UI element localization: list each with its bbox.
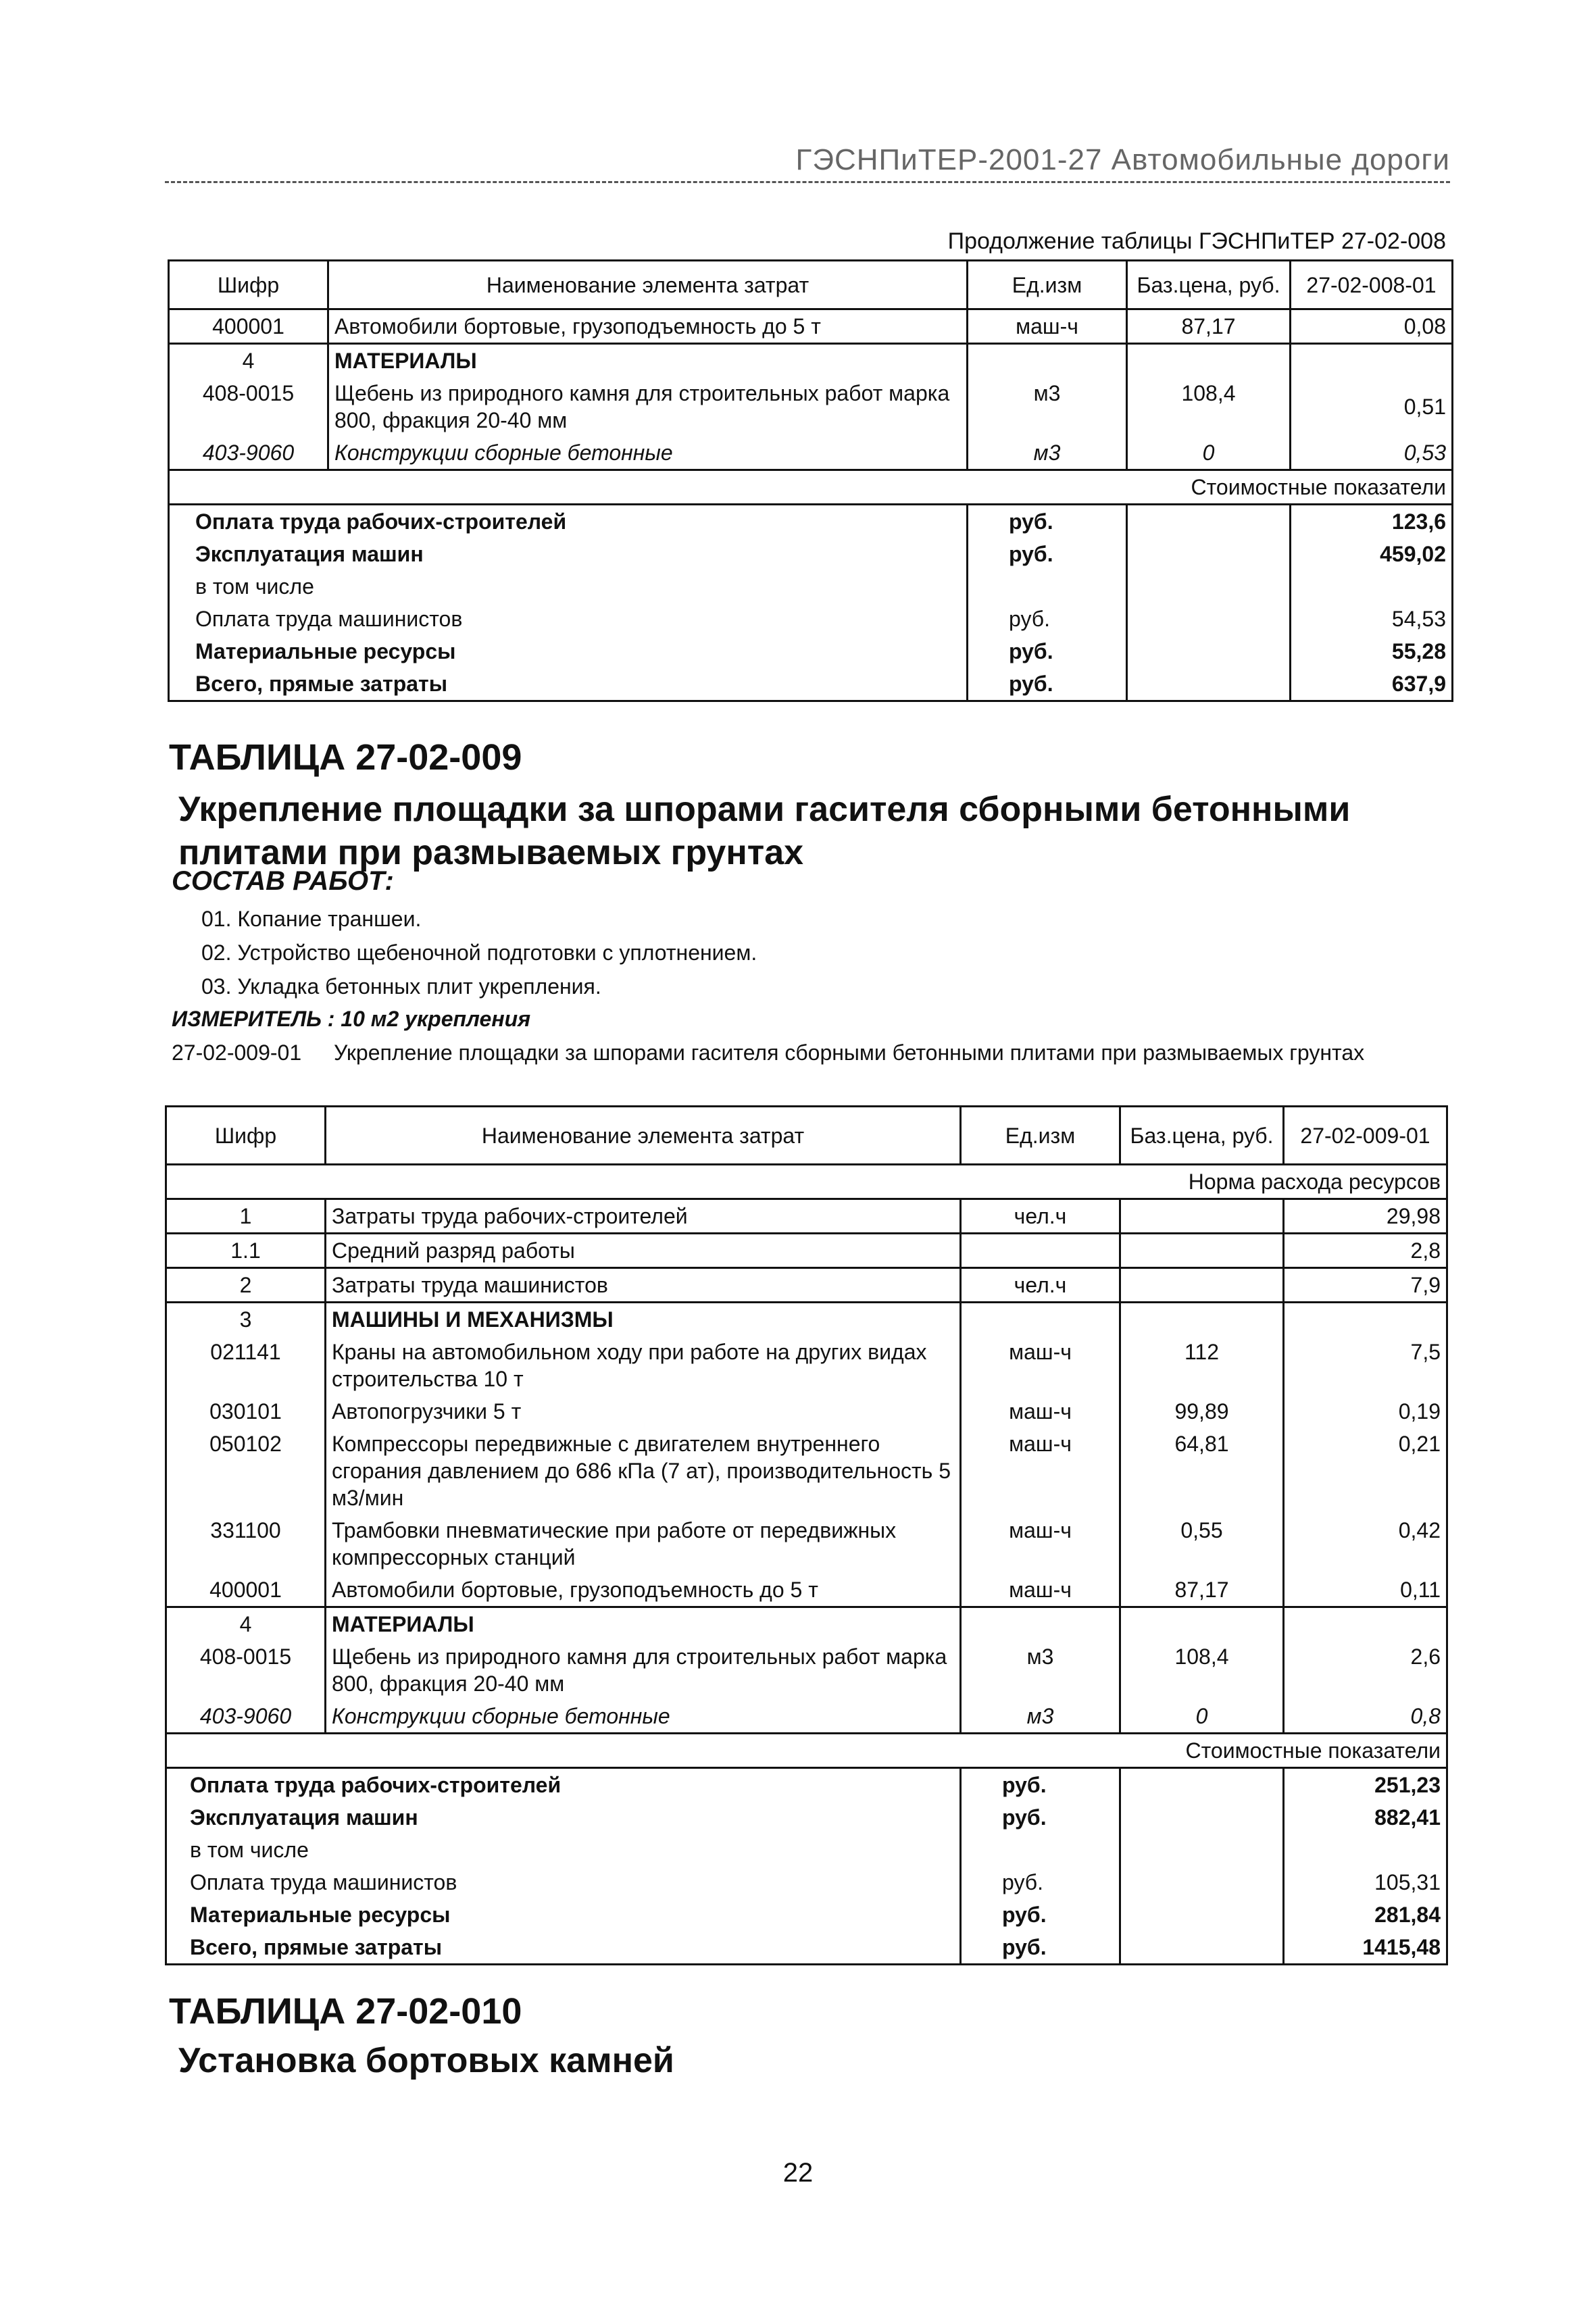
col-header-name: Наименование элемента затрат xyxy=(328,261,968,309)
continue-caption: Продолжение таблицы ГЭСНПиТЕР 27-02-008 xyxy=(947,228,1446,254)
summary-row: в том числе xyxy=(166,1834,1447,1866)
col-header-code: Шифр xyxy=(169,261,328,309)
table-title-27-02-010: ТАБЛИЦА 27-02-010 xyxy=(169,1991,522,2032)
col-header-price: Баз.цена, руб. xyxy=(1127,261,1291,309)
summary-row: Эксплуатация машин руб. 459,02 xyxy=(169,538,1453,570)
table-row: 030101 Автопогрузчики 5 т маш-ч 99,89 0,19 xyxy=(166,1395,1447,1428)
table-row: 408-0015 Щебень из природного камня для строительных работ марка 800, фракция 20-40 мм м3 108,4 2,6 xyxy=(166,1640,1447,1700)
table-row: 403-9060 Конструкции сборные бетонные м3 0 0,8 xyxy=(166,1700,1447,1734)
col-header-name: Наименование элемента затрат xyxy=(326,1107,961,1165)
running-header: ГЭСНПиТЕР-2001-27 Автомобильные дороги xyxy=(795,143,1450,176)
table-row: 1.1 Средний разряд работы 2,8 xyxy=(166,1234,1447,1268)
norm-code: 27-02-009-01 xyxy=(172,1040,302,1065)
table-row: 400001 Автомобили бортовые, грузоподъемность до 5 т маш-ч 87,17 0,11 xyxy=(166,1574,1447,1607)
table-row: 4 МАТЕРИАЛЫ xyxy=(166,1607,1447,1641)
section-row-cost: Стоимостные показатели xyxy=(166,1734,1447,1768)
table-row: 4 МАТЕРИАЛЫ xyxy=(169,344,1453,378)
col-header-price: Баз.цена, руб. xyxy=(1120,1107,1284,1165)
table-header-row xyxy=(169,261,1453,309)
summary-row: Оплата труда машинистов руб. 105,31 xyxy=(166,1866,1447,1898)
table-row: 331100 Трамбовки пневматические при работе от передвижных компрессорных станций маш-ч 0,55 0,42 xyxy=(166,1514,1447,1574)
summary-row: Оплата труда рабочих-строителей руб. 251,23 xyxy=(166,1768,1447,1802)
col-header-unit: Ед.изм xyxy=(968,261,1127,309)
norm-description: Укрепление площадки за шпорами гасителя сборными бетонными плитами при размываемых грунтах xyxy=(334,1040,1365,1065)
col-header-value: 27-02-008-01 xyxy=(1291,261,1453,309)
col-header-value: 27-02-009-01 xyxy=(1284,1107,1447,1165)
summary-row: Всего, прямые затраты руб. 637,9 xyxy=(169,668,1453,701)
measure-unit: ИЗМЕРИТЕЛЬ : 10 м2 укрепления xyxy=(172,1007,531,1031)
summary-row: в том числе xyxy=(169,570,1453,603)
table-row: 400001 Автомобили бортовые, грузоподъемность до 5 т маш-ч 87,17 0,08 xyxy=(169,309,1453,344)
table-27-02-009 xyxy=(165,1105,1448,1965)
sostav-label: СОСТАВ РАБОТ: xyxy=(172,866,394,896)
table-27-02-008-continued xyxy=(168,259,1453,702)
work-item: 01. Копание траншеи. xyxy=(201,907,422,931)
table-header-row xyxy=(166,1107,1447,1165)
table-row: 1 Затраты труда рабочих-строителей чел.ч 29,98 xyxy=(166,1199,1447,1234)
table-row: 408-0015 Щебень из природного камня для строительных работ марка 800, фракция 20-40 мм м3 108,4 0,51 xyxy=(169,377,1453,436)
table-row: 3 МАШИНЫ И МЕХАНИЗМЫ xyxy=(166,1303,1447,1336)
section-row-norm: Норма расхода ресурсов xyxy=(166,1165,1447,1199)
summary-row: Оплата труда машинистов руб. 54,53 xyxy=(169,603,1453,635)
norm-code-line xyxy=(172,1040,1364,1065)
col-header-code: Шифр xyxy=(166,1107,326,1165)
section-heading: Укрепление площадки за шпорами гасителя сборными бетонными плитами при размываемых грунтах xyxy=(178,790,1351,872)
section-heading: Установка бортовых камней xyxy=(178,2041,674,2080)
table-row: 021141 Краны на автомобильном ходу при работе на других видах строительства 10 т маш-ч 112 7,5 xyxy=(166,1336,1447,1395)
section-row-cost: Стоимостные показатели xyxy=(169,470,1453,505)
page-number: 22 xyxy=(782,2158,814,2188)
table-row: 050102 Компрессоры передвижные с двигателем внутреннего сгорания давлением до 686 кПа (7 ат), производительность 5 м3/мин маш-ч 64,81 0,21 xyxy=(166,1428,1447,1514)
summary-row: Эксплуатация машин руб. 882,41 xyxy=(166,1801,1447,1834)
table-title-27-02-009: ТАБЛИЦА 27-02-009 xyxy=(169,737,522,778)
col-header-unit: Ед.изм xyxy=(961,1107,1120,1165)
work-item: 02. Устройство щебеночной подготовки с уплотнением. xyxy=(201,940,757,965)
work-item: 03. Укладка бетонных плит укрепления. xyxy=(201,974,601,999)
summary-row: Материальные ресурсы руб. 281,84 xyxy=(166,1898,1447,1931)
table-row: 2 Затраты труда машинистов чел.ч 7,9 xyxy=(166,1268,1447,1303)
summary-row: Материальные ресурсы руб. 55,28 xyxy=(169,635,1453,668)
table-row: 403-9060 Конструкции сборные бетонные м3 0 0,53 xyxy=(169,436,1453,470)
summary-row: Оплата труда рабочих-строителей руб. 123,6 xyxy=(169,505,1453,538)
summary-row: Всего, прямые затраты руб. 1415,48 xyxy=(166,1931,1447,1965)
